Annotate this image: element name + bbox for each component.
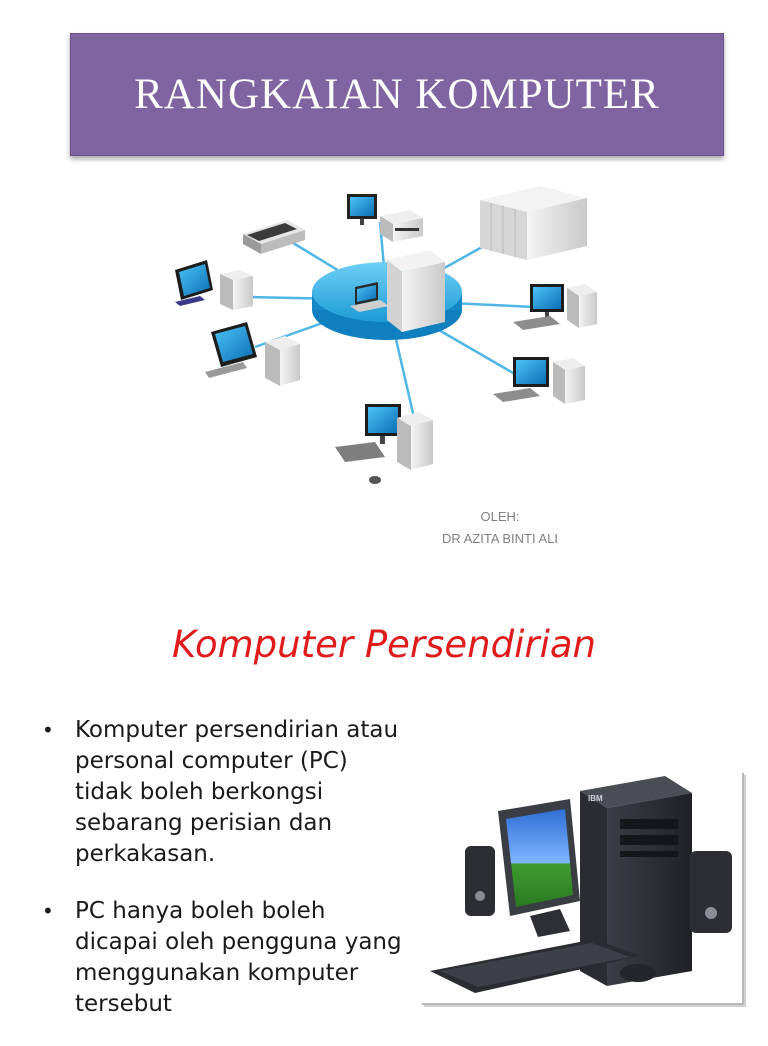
network-hub <box>312 250 462 340</box>
bullet-dot-icon: • <box>42 899 54 923</box>
brand-badge: IBM <box>588 794 603 803</box>
pc-left-bottom-icon <box>205 322 300 386</box>
monitor-icon <box>498 799 580 937</box>
bullet-item <box>40 896 410 1020</box>
speaker-right-icon <box>690 851 732 933</box>
speaker-left-icon <box>465 846 495 916</box>
bullet-list <box>40 715 410 1046</box>
bullet-dot-icon: • <box>42 718 54 742</box>
workstation-icon <box>347 194 423 242</box>
slide-title: RANGKAIAN KOMPUTER <box>134 71 660 118</box>
bullet-text: Komputer persendirian atau personal computer (PC) tidak boleh berkongsi sebarang perisian dan perkakasan. <box>75 717 399 867</box>
author-name: DR AZITA BINTI ALI <box>441 531 559 546</box>
title-banner <box>70 33 724 156</box>
mouse-icon <box>620 964 656 982</box>
scanner-icon <box>243 220 305 254</box>
bullet-text: PC hanya boleh boleh dicapai oleh pengguna yang menggunakan komputer tersebut <box>75 898 402 1017</box>
author-label: OLEH: <box>480 509 520 524</box>
pc-left-top-icon <box>175 260 253 310</box>
slide-2 <box>0 575 768 1024</box>
bullet-item <box>40 715 410 870</box>
personal-computer-photo <box>420 771 742 1003</box>
pc-bottom-icon <box>335 404 433 484</box>
slide-title: Komputer Persendirian <box>172 623 596 666</box>
network-diagram <box>175 182 600 492</box>
pc-right-bottom-icon <box>493 357 585 404</box>
server-rack-icon <box>480 186 587 260</box>
